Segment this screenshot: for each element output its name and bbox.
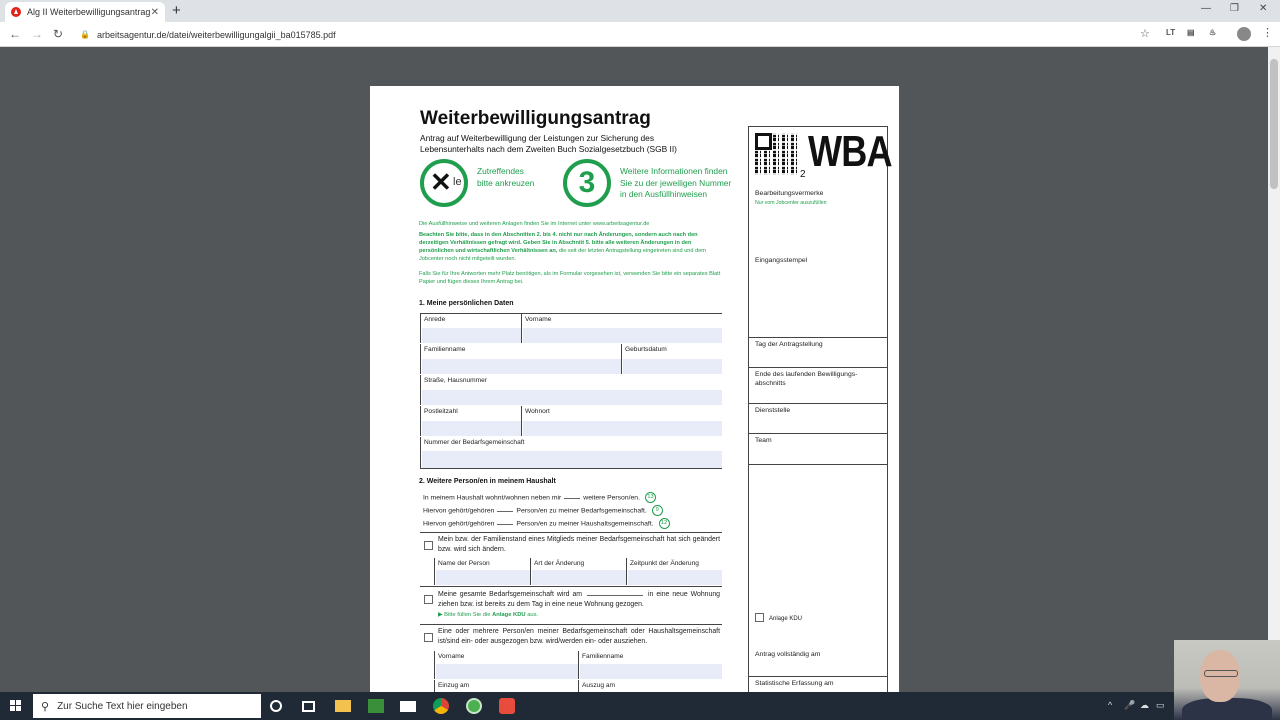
info-ref-badge: 13: [645, 492, 656, 503]
anrede-input[interactable]: [422, 328, 521, 343]
divider: [420, 586, 722, 587]
arbeitsagentur-favicon-icon: [11, 7, 21, 17]
cross-example-circle: [420, 159, 468, 207]
familienname-label: Familienname: [424, 346, 466, 353]
tab-close-icon[interactable]: ✕: [150, 6, 159, 18]
hint-info: Weitere Informationen finden Sie zu der jeweiligen Nummer in den Ausfüllhinweisen: [620, 166, 732, 199]
camtasia-icon[interactable]: [499, 698, 515, 714]
lock-icon: 🔒: [80, 30, 90, 39]
persons-move-checkbox[interactable]: [424, 633, 433, 642]
household-line-2-tail: Person/en zu meiner Bedarfsgemeinschaft.: [516, 507, 647, 515]
vorname-field[interactable]: [521, 314, 722, 343]
wohnort-field[interactable]: [521, 406, 722, 436]
divider: [749, 403, 887, 404]
wohnort-input[interactable]: [523, 421, 722, 436]
scrollbar-thumb[interactable]: [1270, 59, 1278, 189]
bg-nummer-label: Nummer der Bedarfsgemeinschaft: [424, 439, 525, 446]
app-globe-icon[interactable]: [466, 698, 482, 714]
anlage-kdu-link[interactable]: Anlage KDU: [492, 612, 526, 618]
col-einzug-label: Einzug am: [438, 682, 470, 689]
profile-avatar[interactable]: [1237, 27, 1251, 41]
address-bar-row: [0, 22, 1280, 47]
name-der-person-field[interactable]: [434, 558, 530, 585]
section-1-title: 1. Meine persönlichen Daten: [419, 300, 514, 307]
hg-count-blank[interactable]: [497, 518, 513, 525]
divider: [749, 676, 887, 677]
household-line-1-text: In meinem Haushalt wohnt/wohnen neben mir: [423, 494, 562, 502]
microphone-icon[interactable]: 🎤: [1124, 700, 1136, 710]
windows-start-icon[interactable]: [10, 700, 22, 712]
divider: [749, 337, 887, 338]
divider: [749, 367, 887, 368]
familienname-move-input[interactable]: [580, 664, 722, 679]
vorname-move-field[interactable]: [434, 651, 578, 679]
strasse-input[interactable]: [422, 390, 722, 405]
household-line-3: [423, 518, 670, 529]
eingang-label: Eingangsstempel: [755, 257, 808, 264]
search-placeholder: Zur Suche Text hier eingeben: [57, 700, 188, 712]
col-auszug-label: Auszug am: [582, 682, 615, 689]
zeitpunkt-input[interactable]: [628, 570, 722, 585]
chrome-icon[interactable]: [433, 698, 449, 714]
task-view-icon[interactable]: [302, 701, 315, 712]
vorname-move-input[interactable]: [436, 664, 578, 679]
forward-button[interactable]: →: [31, 27, 43, 41]
plz-input[interactable]: [422, 421, 521, 436]
move-date-blank[interactable]: [587, 589, 643, 596]
divider: [749, 433, 887, 434]
form-subtitle: Antrag auf Weiterbewilligung der Leistungen zur Sicherung des Lebensunterhalts nach dem Zweiten Buch Sozialgesetzbuch (SGB II): [420, 133, 677, 154]
vorname-input[interactable]: [523, 328, 722, 343]
info-ref-badge: 12: [659, 518, 670, 529]
file-explorer-icon[interactable]: [335, 700, 351, 712]
plz-field[interactable]: [420, 406, 521, 436]
family-status-checkbox[interactable]: [424, 541, 433, 550]
close-window-button[interactable]: ✕: [1259, 3, 1268, 14]
move-hint-a: ▶ Bitte füllen Sie die: [438, 612, 493, 618]
search-icon: ⚲: [41, 700, 50, 713]
family-status-text: Mein bzw. der Familienstand eines Mitglieds meiner Bedarfsgemeinschaft hat sich geändert bzw. wird sich ändern.: [438, 536, 720, 553]
tag-label: Tag der Antragstellung: [755, 341, 823, 348]
bookmark-star-icon[interactable]: ☆: [1140, 28, 1150, 40]
hint-cross: Zutreffendes bitte ankreuzen: [477, 166, 535, 188]
anrede-field[interactable]: [420, 314, 521, 343]
col-vorname-label: Vorname: [438, 653, 465, 660]
mail-icon[interactable]: [400, 701, 416, 712]
divider: [420, 532, 722, 533]
familienname-field[interactable]: [420, 344, 621, 374]
bg-count-blank[interactable]: [497, 505, 513, 512]
presenter-glasses: [1204, 670, 1238, 677]
tab-title: Alg II Weiterbewilligungsantrag: [27, 7, 151, 17]
statistik-label: Statistische Erfassung am: [755, 680, 834, 687]
reload-button[interactable]: ↻: [53, 27, 64, 41]
maximize-button[interactable]: ❐: [1230, 3, 1239, 14]
new-tab-button[interactable]: +: [172, 2, 181, 19]
wohnort-label: Wohnort: [525, 408, 550, 415]
household-line-2: [423, 505, 663, 516]
note-space: Falls Sie für Ihre Antworten mehr Platz benötigen, als im Formular vorgesehen ist, verwenden Sie bitte ein separates Blatt Papier und fügen dieses Ihrem Antrag bei.: [419, 271, 721, 285]
vollstaendig-label: Antrag vollständig am: [755, 651, 821, 658]
move-text-a: Meine gesamte Bedarfsgemeinschaft wird am: [438, 591, 583, 598]
url-field[interactable]: [72, 25, 1162, 44]
extension-lt-icon[interactable]: LT: [1166, 28, 1176, 37]
divider: [749, 464, 887, 465]
col-art-label: Art der Änderung: [534, 560, 585, 567]
browser-menu-icon[interactable]: ⋮: [1262, 27, 1273, 39]
office-use-box: [748, 126, 892, 694]
cross-mark-icon: ✕: [430, 167, 452, 197]
note-changes: [419, 231, 722, 263]
bearbeitung-label: Bearbeitungsvermerke: [755, 190, 824, 197]
page-scrollbar[interactable]: [1268, 47, 1280, 692]
persons-move-text: Eine oder mehrere Person/en meiner Bedarfsgemeinschaft oder Haushaltsgemeinschaft ist/sind ein- oder ausgezogen bzw. wird/werden ein- oder ausziehen.: [438, 628, 720, 645]
team-label: Team: [755, 437, 772, 444]
zeitpunkt-field[interactable]: [626, 558, 722, 585]
col-name-label: Name der Person: [438, 560, 490, 567]
anlage-kdu-label: Anlage KDU: [769, 616, 803, 622]
art-der-aenderung-field[interactable]: [530, 558, 626, 585]
art-der-aenderung-input[interactable]: [532, 570, 626, 585]
windows-taskbar: [0, 692, 1280, 720]
move-text: [438, 589, 720, 609]
wba-brand: WBA: [808, 127, 892, 176]
cross-example-text: le: [453, 176, 462, 188]
bg-nummer-field[interactable]: [420, 437, 722, 468]
info-ref-badge: 9: [652, 505, 663, 516]
anlage-kdu-checkbox[interactable]: [755, 613, 764, 622]
familienname-move-field[interactable]: [578, 651, 722, 679]
divider: [420, 468, 722, 469]
store-icon[interactable]: [368, 699, 384, 713]
household-line-3-tail: Person/en zu meiner Haushaltsgemeinschaft.: [516, 520, 654, 528]
dienststelle-label: Dienststelle: [755, 407, 791, 414]
plz-label: Postleitzahl: [424, 408, 458, 415]
strasse-field[interactable]: [420, 375, 722, 405]
presenter-shoulders: [1182, 698, 1272, 720]
pdf-page: [370, 86, 899, 694]
bearbeitung-hint: Nur vom Jobcenter auszufüllen: [755, 200, 827, 206]
back-button[interactable]: ←: [9, 27, 21, 41]
note-changes-bold: Beachten Sie bitte, dass in den Abschnitten 2. bis 4. nicht nur nach Änderungen, sondern auch nach den derzeitigen Verhältnissen gefragt wird. Geben Sie in Abschnitt 5. bitte alle weiteren Änderungen in den persönlichen und wirtschaftlichen Verhältnissen an,: [419, 232, 698, 254]
geburtsdatum-label: Geburtsdatum: [625, 346, 667, 353]
move-text-b: in eine neue Wohnung ziehen bzw. ist bereits zu dem Tag in eine neue Wohnung gezogen.: [438, 591, 721, 608]
col-zeit-label: Zeitpunkt der Änderung: [630, 560, 699, 567]
note-changes-rest: die seit der letzten Antragstellung eingetreten sind und dem Jobcenter noch nicht mitgeteilt wurden.: [419, 248, 706, 262]
code-number: 2: [800, 169, 806, 180]
household-line-2-text: Hiervon gehört/gehören: [423, 507, 495, 515]
url-text: arbeitsagentur.de/datei/weiterbewilligungalgii_ba015785.pdf: [96, 29, 336, 40]
move-hint: [438, 612, 538, 618]
geburtsdatum-input[interactable]: [623, 359, 722, 374]
minimize-button[interactable]: —: [1201, 3, 1211, 14]
name-der-person-input[interactable]: [436, 570, 530, 585]
cloud-icon[interactable]: ☁: [1140, 700, 1149, 710]
webcam-overlay: [1174, 640, 1280, 720]
household-line-1: [423, 492, 656, 503]
cortana-icon[interactable]: [270, 700, 282, 712]
network-icon[interactable]: ▭: [1156, 700, 1165, 710]
household-line-1-tail: weitere Person/en.: [583, 494, 640, 502]
qr-code: [755, 133, 797, 175]
tray-arrow-icon[interactable]: ^: [1108, 700, 1113, 710]
col-familienname-label: Familienname: [582, 653, 624, 660]
move-hint-c: aus.: [525, 612, 539, 618]
bg-nummer-input[interactable]: [422, 451, 722, 468]
note-internet: Die Ausfüllhinweise und weiteren Anlagen finden Sie im Internet unter www.arbeitsagentur.de: [419, 221, 650, 227]
info-number-circle: 3: [563, 159, 611, 207]
vorname-label: Vorname: [525, 316, 552, 323]
familienname-input[interactable]: [422, 359, 621, 374]
extension-reader-icon[interactable]: ▤: [1187, 28, 1195, 37]
household-count-blank[interactable]: [564, 492, 580, 499]
move-checkbox[interactable]: [424, 595, 433, 604]
divider: [420, 624, 722, 625]
form-title: Weiterbewilligungsantrag: [420, 108, 651, 129]
strasse-label: Straße, Hausnummer: [424, 377, 488, 384]
browser-tab[interactable]: [5, 2, 165, 22]
geburtsdatum-field[interactable]: [621, 344, 722, 374]
taskbar-search-field[interactable]: [33, 694, 261, 718]
ende-label: Ende des laufenden Bewilligungs-abschnitts: [755, 371, 858, 387]
browser-tab-bar: [0, 0, 1280, 22]
anrede-label: Anrede: [424, 316, 446, 323]
household-line-3-text: Hiervon gehört/gehören: [423, 520, 495, 528]
section-2-title: 2. Weitere Person/en in meinem Haushalt: [419, 478, 556, 485]
extension-flame-icon[interactable]: ♨: [1209, 28, 1217, 37]
